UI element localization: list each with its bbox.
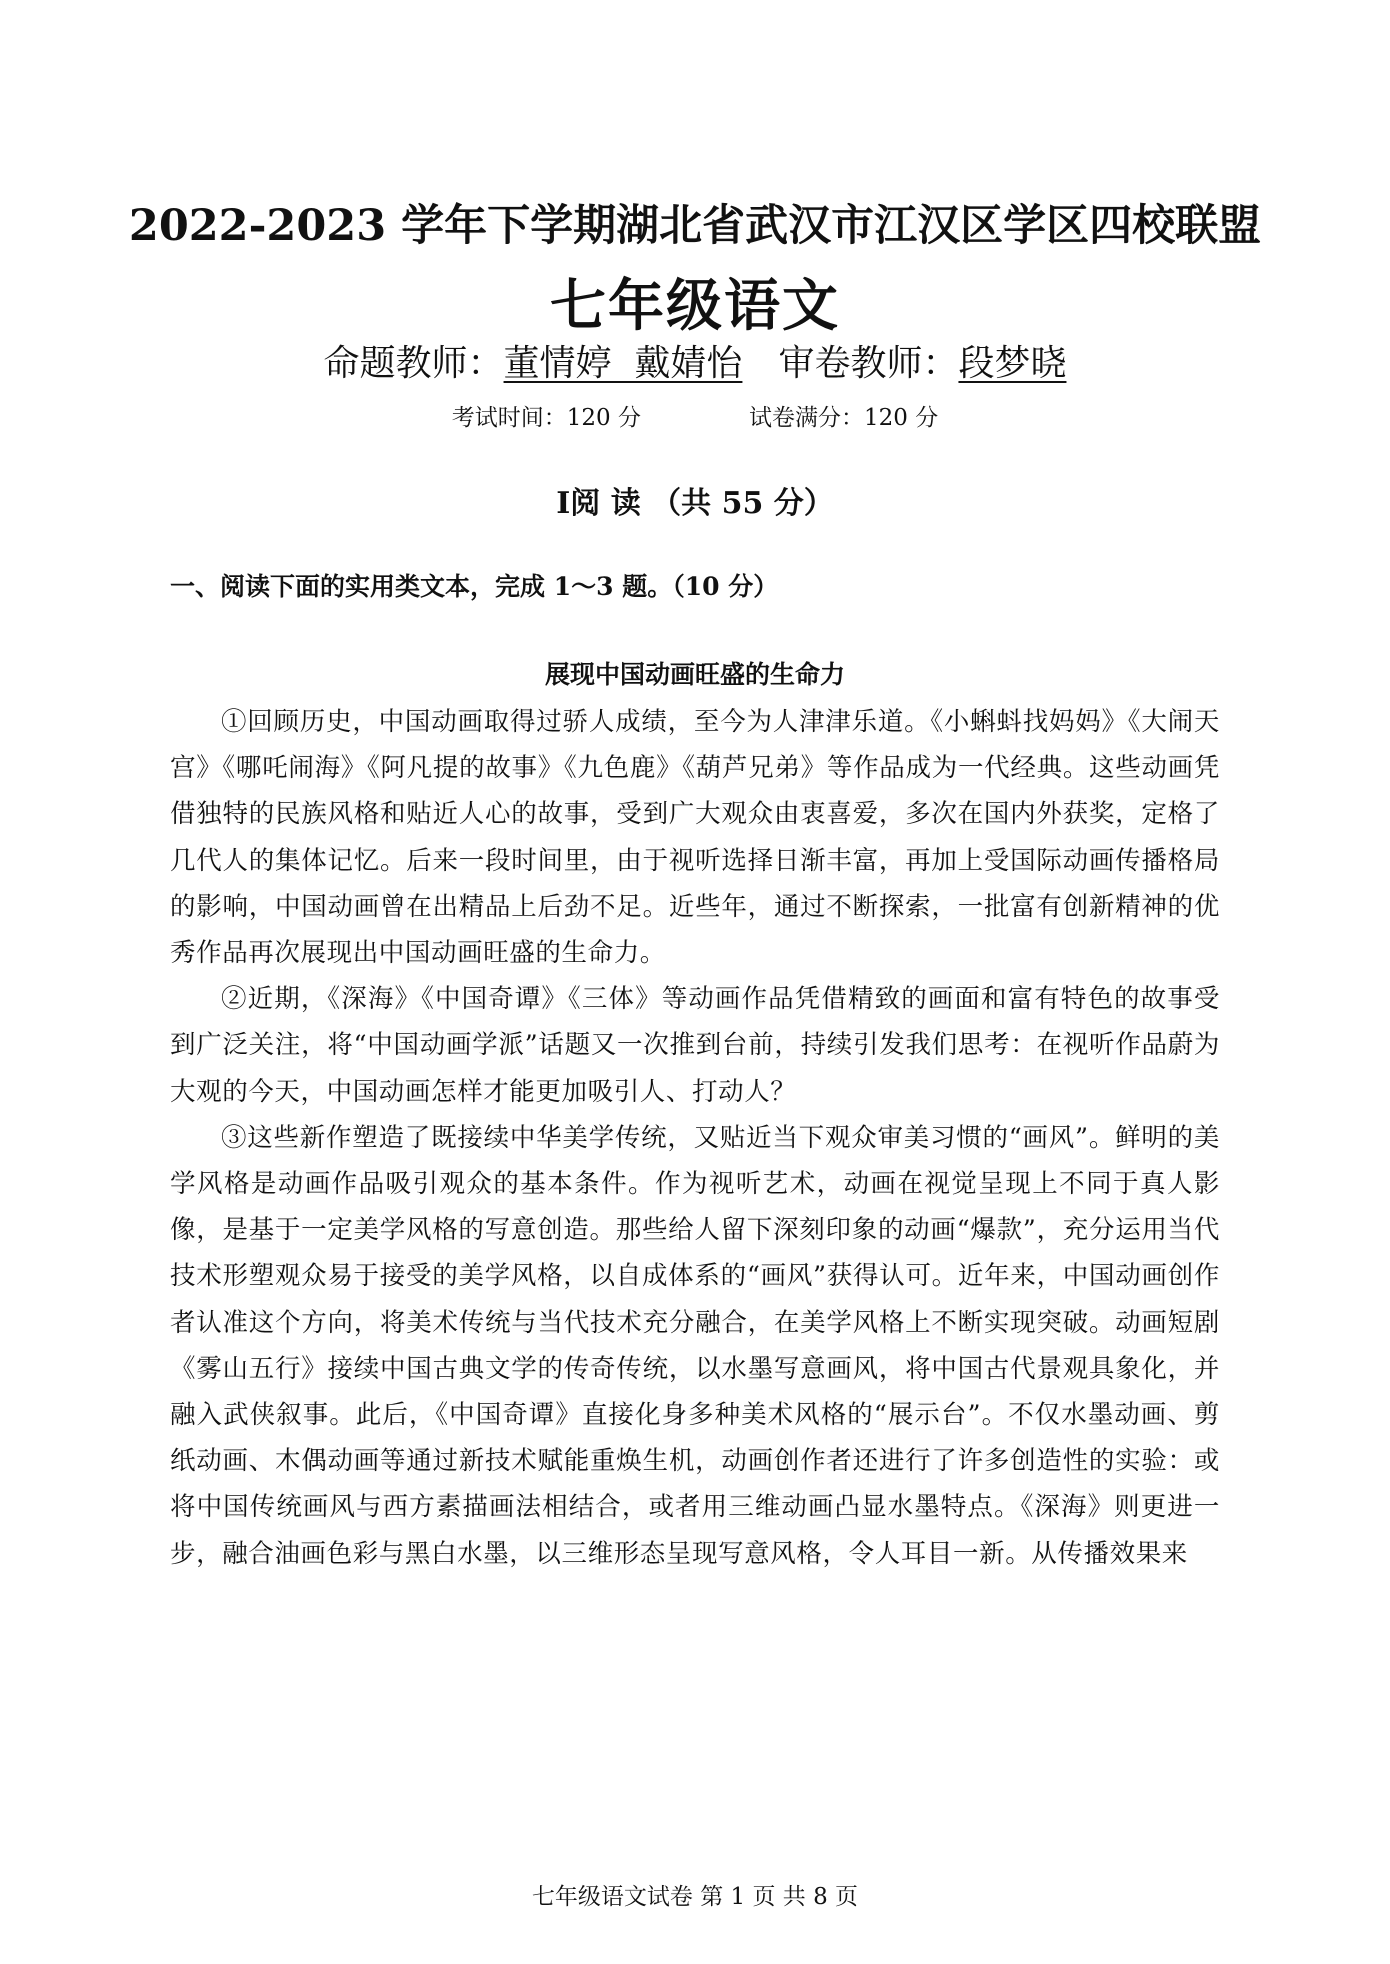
reviewer-label: 审卷教师： — [778, 343, 959, 384]
question-heading: 一、阅读下面的实用类文本，完成 1～3 题。（10 分） — [170, 572, 779, 601]
exam-info — [0, 399, 1390, 432]
paragraph-2: ②近期，《深海》《中国奇谭》《三体》等动画作品凭借精致的画面和富有特色的故事受到广泛关注，将“中国动画学派”话题又一次推到台前，持续引发我们思考：在视听作品蔚为大观的今天，中国动画怎样才能更加吸引人、打动人？ — [170, 984, 1220, 1107]
article-title: 展现中国动画旺盛的生命力 — [544, 660, 845, 689]
exam-title: 2022-2023 学年下学期湖北省武汉市江汉区学区四校联盟 — [128, 201, 1262, 251]
subject-title: 七年级语文 — [550, 274, 840, 339]
setter-names: 董情婷 戴婧怡 — [503, 343, 743, 384]
exam-time: 考试时间：120 分 — [451, 405, 641, 431]
section-title: Ⅰ阅 读 （共 55 分） — [556, 486, 834, 521]
setter-label: 命题教师： — [323, 343, 504, 384]
teachers-line — [0, 335, 1390, 386]
reviewer-name: 段梦晓 — [958, 343, 1067, 384]
paragraph-1: ①回顾历史，中国动画取得过骄人成绩，至今为人津津乐道。《小蝌蚪找妈妈》《大闹天宫》《哪吒闹海》《阿凡提的故事》《九色鹿》《葫芦兄弟》等作品成为一代经典。这些动画凭借独特的民族风格和贴近人心的故事，受到广大观众由衷喜爱，多次在国内外获奖，定格了几代人的集体记忆。后来一段时间里，由于视听选择日渐丰富，再加上受国际动画传播格局的影响，中国动画曾在出精品上后劲不足。近些年，通过不断探索，一批富有创新精神的优秀作品再次展现出中国动画旺盛的生命力。 — [170, 707, 1220, 969]
full-score: 试卷满分：120 分 — [749, 405, 939, 431]
paragraph-3: ③这些新作塑造了既接续中华美学传统，又贴近当下观众审美习惯的“画风”。鲜明的美学风格是动画作品吸引观众的基本条件。作为视听艺术，动画在视觉呈现上不同于真人影像，是基于一定美学风格的写意创造。那些给人留下深刻印象的动画“爆款”，充分运用当代技术形塑观众易于接受的美学风格，以自成体系的“画风”获得认可。近年来，中国动画创作者认准这个方向，将美术传统与当代技术充分融合，在美学风格上不断实现突破。动画短剧《雾山五行》接续中国古典文学的传奇传统，以水墨写意画风，将中国古代景观具象化，并融入武侠叙事。此后，《中国奇谭》直接化身多种美术风格的“展示台”。不仅水墨动画、剪纸动画、木偶动画等通过新技术赋能重焕生机，动画创作者还进行了许多创造性的实验：或将中国传统画风与西方素描画法相结合，或者用三维动画凸显水墨特点。《深海》则更进一步，融合油画色彩与黑白水墨，以三维形态呈现写意风格，令人耳目一新。从传播效果来 — [170, 1122, 1220, 1569]
article-body — [170, 699, 1220, 1577]
page-footer: 七年级语文试卷 第 1 页 共 8 页 — [531, 1884, 859, 1910]
